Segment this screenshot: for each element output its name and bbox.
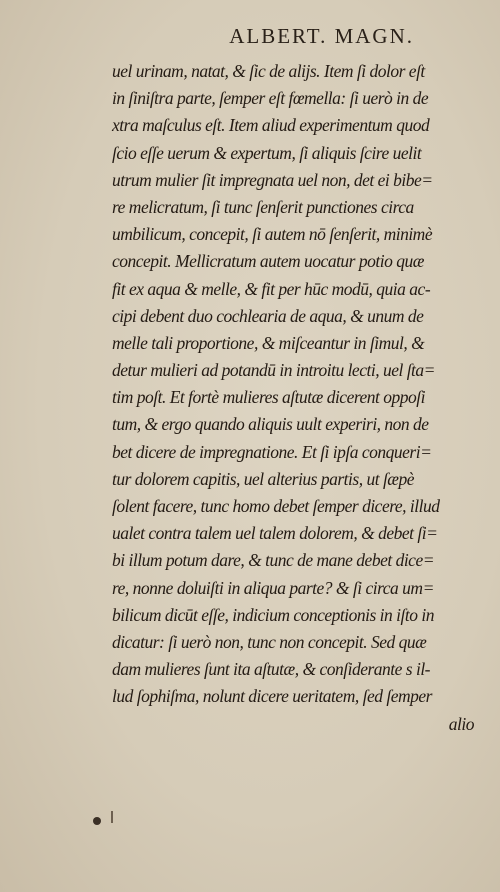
text-line: umbilicum, concepit, ſi autem nō ſenſerit, minimè xyxy=(112,224,433,245)
catchword: alio xyxy=(448,713,474,734)
running-header: ALBERT. MAGN. xyxy=(229,24,414,48)
text-line: ſcio eſſe uerum & expertum, ſi aliquis ſcire uelit xyxy=(112,142,422,163)
text-line: dicatur: ſi uerò non, tunc non concepit. Sed quæ xyxy=(112,631,427,652)
text-line: bi illum potum dare, & tunc de mane debet dice= xyxy=(112,550,435,571)
text-line: in ſiniſtra parte, ſemper eſt fœmella: ſi uerò in de xyxy=(112,88,429,109)
text-line: concepit. Mellicratum autem uocatur potio quæ xyxy=(112,251,424,272)
text-line: utrum mulier ſit impregnata uel non, det ei bibe= xyxy=(112,169,433,190)
body-text xyxy=(112,58,492,738)
text-line: uel urinam, natat, & ſic de alijs. Item ſi dolor eſt xyxy=(112,61,425,81)
text-line: fit ex aqua & melle, & fit per hūc modū, quia ac- xyxy=(112,278,431,299)
ink-spot xyxy=(93,817,101,825)
text-line: re, nonne doluiſti in aliqua parte? & ſi circa um= xyxy=(112,577,434,598)
text-line: tur dolorem capitis, uel alterius partis, ut ſæpè xyxy=(112,468,415,489)
text-line: tum, & ergo quando aliquis uult experiri, non de xyxy=(112,414,429,435)
text-line: re melicratum, ſi tunc ſenſerit punctiones circa xyxy=(112,196,414,217)
text-line: bet dicere de impregnatione. Et ſi ipſa conqueri= xyxy=(112,441,432,462)
text-line: bilicum dicūt eſſe, indicium conceptionis in iſto in xyxy=(112,604,434,625)
text-line: cipi debent duo cochlearia de aqua, & unum de xyxy=(112,305,424,326)
text-line: xtra maſculus eſt. Item aliud experimentum quod xyxy=(112,115,430,136)
ink-mark xyxy=(111,811,113,823)
text-line: detur mulieri ad potandū in introitu lecti, uel ſta= xyxy=(112,360,435,381)
text-line: ſolent facere, tunc homo debet ſemper dicere, illud xyxy=(112,496,440,516)
text-line: ualet contra talem uel talem dolorem, & debet ſi= xyxy=(112,523,438,544)
text-line: tim poſt. Et fortè mulieres aſtutæ dicerent oppoſi xyxy=(112,387,425,408)
text-line: dam mulieres ſunt ita aſtutæ, & conſiderante s il- xyxy=(112,659,431,680)
text-line: melle tali proportione, & miſceantur in ſimul, & xyxy=(112,332,425,353)
text-line: lud ſophiſma, nolunt dicere ueritatem, ſed ſemper xyxy=(112,686,432,707)
